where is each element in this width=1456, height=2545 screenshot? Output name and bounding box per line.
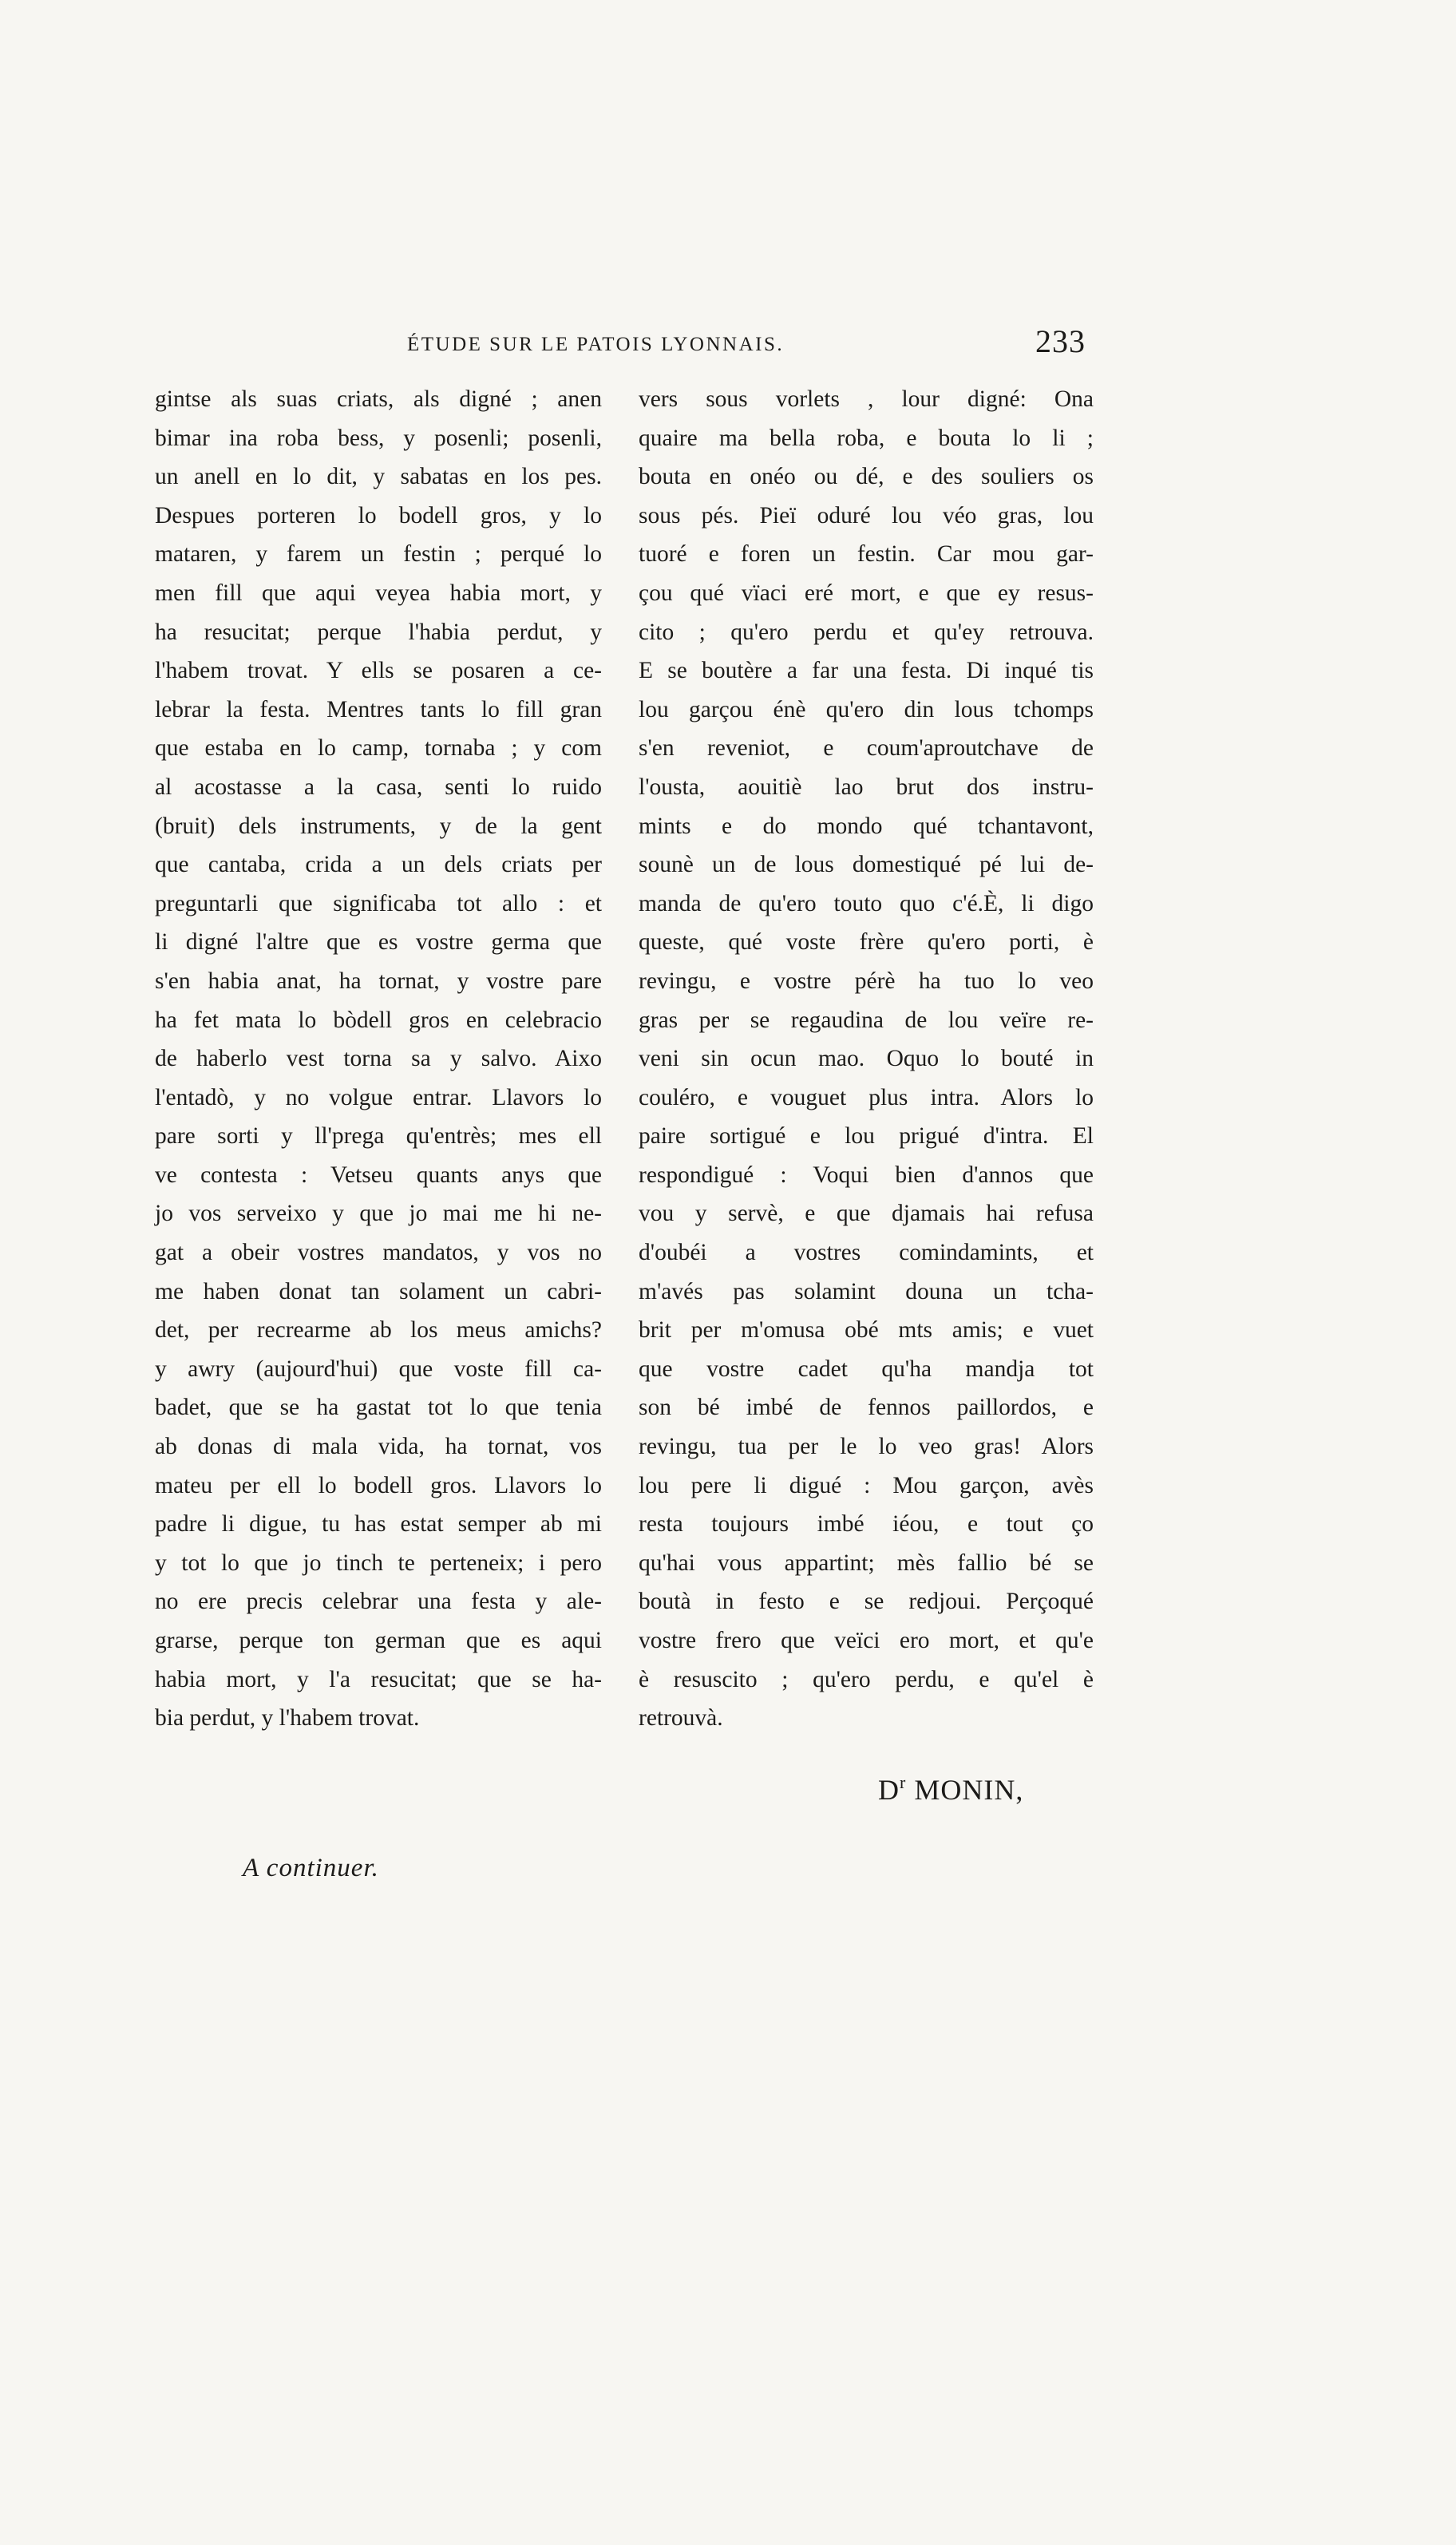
author-signature (878, 1772, 1023, 1807)
text-line: bouta en onéo ou dé, e des souliers os (639, 464, 1094, 490)
text-line: que cantaba, crida a un dels criats per (155, 852, 602, 878)
text-line: men fill que aqui veyea habia mort, y (155, 580, 602, 606)
text-line: gras per se regaudina de lou veïre re- (639, 1007, 1094, 1033)
signature-name: MONIN, (914, 1774, 1024, 1806)
text-line: qu'hai vous appartint; mès fallio bé se (639, 1550, 1094, 1576)
text-line: (bruit) dels instruments, y de la gent (155, 813, 602, 839)
text-line: pare sorti y ll'prega qu'entrès; mes ell (155, 1123, 602, 1150)
text-line: lou pere li digué : Mou garçon, avès (639, 1472, 1094, 1498)
text-line: y awry (aujourd'hui) que voste fill ca- (155, 1356, 602, 1382)
text-line: que vostre cadet qu'ha mandja tot (639, 1356, 1094, 1382)
page-number: 233 (1035, 323, 1086, 359)
text-line: çou qué vïaci eré mort, e que ey resus- (639, 580, 1094, 606)
text-line: è resuscito ; qu'ero perdu, e qu'el è (639, 1666, 1094, 1692)
text-line: grarse, perque ton german que es aqui (155, 1628, 602, 1653)
text-line: brit per m'omusa obé mts amis; e vuet (639, 1317, 1094, 1344)
text-line: ab donas di mala vida, ha tornat, vos (155, 1434, 602, 1460)
text-line: habia mort, y l'a resucitat; que se ha- (155, 1666, 602, 1692)
text-line: mateu per ell lo bodell gros. Llavors lo (155, 1472, 602, 1498)
text-line: al acostasse a la casa, senti lo ruido (155, 774, 602, 800)
text-line: paire sortigué e lou prigué d'intra. El (639, 1123, 1094, 1150)
text-line: tuoré e foren un festin. Car mou gar- (639, 541, 1094, 568)
text-line: no ere precis celebrar una festa y ale- (155, 1589, 602, 1615)
text-line: d'oubéi a vostres comindamints, et (639, 1240, 1094, 1266)
text-line: m'avés pas solamint douna un tcha- (639, 1278, 1094, 1304)
text-line: quaire ma bella roba, e bouta lo li ; (639, 425, 1094, 451)
text-line: vostre frero que veïci ero mort, et qu'e (639, 1628, 1094, 1653)
text-line: badet, que se ha gastat tot lo que tenia (155, 1395, 602, 1421)
signature-title-superscript: r (900, 1772, 907, 1792)
text-line: que estaba en lo camp, tornaba ; y com (155, 735, 602, 762)
text-line: bia perdut, y l'habem trovat. (155, 1705, 420, 1732)
text-line: sous pés. Pieï oduré lou véo gras, lou (639, 502, 1094, 528)
text-line: lou garçou énè qu'ero din lous tchomps (639, 696, 1094, 722)
text-line: revingu, tua per le lo veo gras! Alors (639, 1434, 1094, 1460)
text-line: bimar ina roba bess, y posenli; posenli, (155, 425, 602, 451)
text-line: det, per recrearme ab los meus amichs? (155, 1317, 602, 1344)
continuation-note: A continuer. (243, 1854, 379, 1882)
text-line: queste, qué voste frère qu'ero porti, è (639, 929, 1094, 956)
text-line: ha resucitat; perque l'habia perdut, y (155, 619, 602, 645)
text-line: sounè un de lous domestiqué pé lui de- (639, 852, 1094, 878)
text-line: cito ; qu'ero perdu et qu'ey retrouva. (639, 619, 1094, 645)
text-line: vou y servè, e que djamais hai refusa (639, 1201, 1094, 1227)
signature-title: D (878, 1774, 900, 1806)
text-line: respondigué : Voqui bien d'annos que (639, 1162, 1094, 1188)
text-line: mataren, y farem un festin ; perqué lo (155, 541, 602, 568)
text-line: l'ousta, aouitiè lao brut dos instru- (639, 774, 1094, 800)
text-line: un anell en lo dit, y sabatas en los pes. (155, 464, 602, 490)
text-line: gintse als suas criats, als digné ; anen (155, 386, 602, 412)
text-line: preguntarli que significaba tot allo : et (155, 890, 602, 916)
text-line: ve contesta : Vetseu quants anys que (155, 1162, 602, 1188)
text-line: Despues porteren lo bodell gros, y lo (155, 502, 602, 528)
text-line: boutà in festo e se redjoui. Perçoqué (639, 1589, 1094, 1615)
text-line: son bé imbé de fennos paillordos, e (639, 1395, 1094, 1421)
text-line: s'en habia anat, ha tornat, y vostre pare (155, 968, 602, 994)
text-line: y tot lo que jo tinch te perteneix; i pero (155, 1550, 602, 1576)
text-line: mints e do mondo qué tchantavont, (639, 813, 1094, 839)
text-line: E se boutère a far una festa. Di inqué tis (639, 658, 1094, 684)
text-line: l'entadò, y no volgue entrar. Llavors lo (155, 1084, 602, 1110)
text-line: veni sin ocun mao. Oquo lo bouté in (639, 1046, 1094, 1072)
text-line: manda de qu'ero touto quo c'é.È, li digo (639, 890, 1094, 916)
text-line: padre li digue, tu has estat semper ab mi (155, 1511, 602, 1538)
text-line: couléro, e vouguet plus intra. Alors lo (639, 1084, 1094, 1110)
text-line: me haben donat tan solament un cabri- (155, 1278, 602, 1304)
text-line: l'habem trovat. Y ells se posaren a ce- (155, 658, 602, 684)
text-line: jo vos serveixo y que jo mai me hi ne- (155, 1201, 602, 1227)
text-line: resta toujours imbé iéou, e tout ço (639, 1511, 1094, 1538)
text-line: gat a obeir vostres mandatos, y vos no (155, 1240, 602, 1266)
right-column-lyonnais-text (639, 380, 1094, 1738)
text-line: vers sous vorlets , lour digné: Ona (639, 386, 1094, 412)
running-title: ÉTUDE SUR LE PATOIS LYONNAIS. (407, 334, 785, 355)
text-line: s'en reveniot, e coum'aproutchave de (639, 735, 1094, 762)
text-line: lebrar la festa. Mentres tants lo fill gran (155, 696, 602, 722)
text-line: retrouvà. (639, 1705, 723, 1732)
text-line: li digné l'altre que es vostre germa que (155, 929, 602, 956)
text-line: de haberlo vest torna sa y salvo. Aixo (155, 1046, 602, 1072)
running-head (144, 323, 1094, 370)
text-line: revingu, e vostre pérè ha tuo lo veo (639, 968, 1094, 994)
left-column-catalan-text (155, 380, 602, 1738)
text-line: ha fet mata lo bòdell gros en celebracio (155, 1007, 602, 1033)
